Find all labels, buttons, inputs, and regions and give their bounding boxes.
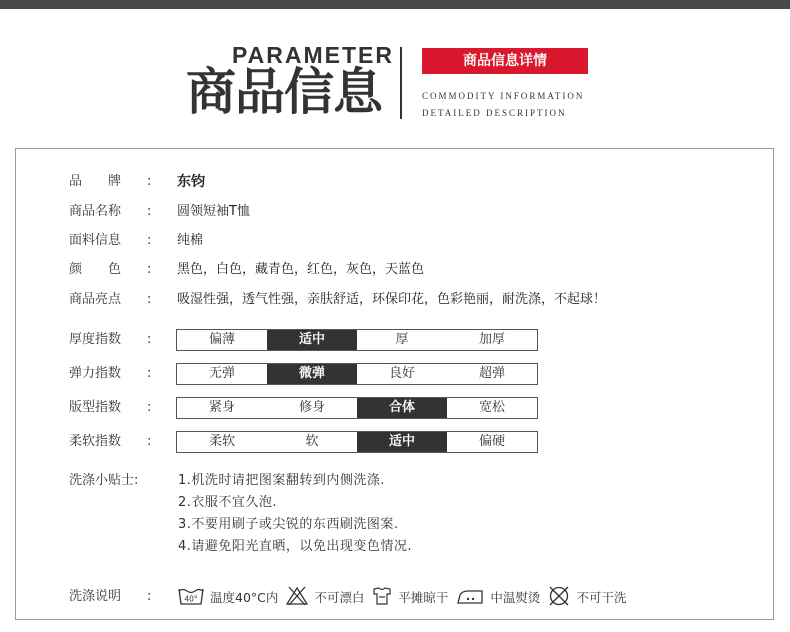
info-label: 面料信息: [69, 233, 122, 248]
wash-tips-list: [178, 470, 412, 558]
top-bar: [0, 0, 790, 9]
care-icons: [178, 586, 634, 608]
care-text: 平摊晾干: [398, 590, 449, 605]
info-label: 商品名称: [69, 204, 122, 219]
colon: :: [147, 174, 152, 189]
info-label: 商品亮点: [69, 292, 122, 307]
scale-option: 软: [305, 434, 319, 449]
header-divider: [400, 47, 402, 119]
wash-tip: 3.不要用刷子或尖锐的东西刷洗图案.: [178, 517, 399, 532]
scale-label: 版型指数: [69, 400, 122, 415]
colon: :: [147, 233, 152, 248]
scale-option: 偏硬: [478, 434, 505, 449]
care-label: 洗涤说明: [69, 589, 122, 604]
colon: :: [147, 366, 152, 381]
scale-label: 弹力指数: [69, 366, 122, 381]
header-title-en: PARAMETER: [232, 42, 394, 68]
scale-elasticity: [176, 363, 538, 385]
scale-option-selected: 微弹: [267, 364, 357, 384]
scale-label: 柔软指数: [69, 434, 122, 449]
wash-temp-text: 40°: [184, 594, 198, 603]
scale-option: 修身: [298, 400, 325, 415]
info-value: 圆领短袖T恤: [177, 204, 250, 219]
wash-tip: 4.请避免阳光直晒，以免出现变色情况.: [178, 539, 413, 554]
info-value: 黑色，白色，藏青色，红色，灰色，天蓝色: [177, 262, 425, 277]
scale-thickness: [176, 329, 538, 351]
flat-dry-icon: [372, 586, 392, 609]
wash-tip: 2.衣服不宜久泡.: [178, 495, 278, 510]
scale-option: 厚: [395, 332, 409, 347]
wash-40-icon: [178, 586, 204, 609]
colon: :: [147, 400, 152, 415]
header-subtitle-2: DETAILED DESCRIPTION: [422, 108, 567, 118]
care-text: 不可漂白: [314, 590, 365, 605]
scale-option: 紧身: [208, 400, 235, 415]
care-text: 不可干洗: [576, 590, 627, 605]
info-value: 吸湿性强，透气性强，亲肤舒适，环保印花，色彩艳丽，耐洗涤，不起球！: [177, 292, 607, 307]
iron-medium-icon: [456, 586, 484, 609]
header-subtitle-1: COMMODITY INFORMATION: [422, 91, 585, 101]
scale-fit: [176, 397, 538, 419]
scale-option: 宽松: [478, 400, 505, 415]
scale-option: 超弹: [478, 366, 505, 381]
colon: :: [147, 589, 152, 604]
colon: :: [147, 292, 152, 307]
scale-option: 良好: [388, 366, 415, 381]
colon: :: [147, 332, 152, 347]
no-dryclean-icon: [548, 585, 570, 610]
colon: :: [147, 262, 152, 277]
no-bleach-icon: [286, 586, 308, 609]
header-title-cn: 商品信息: [186, 63, 382, 121]
info-value: 纯棉: [177, 233, 204, 248]
wash-tips-label: 洗涤小贴士:: [69, 473, 139, 488]
scale-option: 加厚: [478, 332, 505, 347]
wash-tip: 1.机洗时请把图案翻转到内侧洗涤.: [178, 473, 386, 488]
scale-option: 无弹: [208, 366, 235, 381]
info-label: 颜 色: [69, 262, 122, 277]
scale-option: 柔软: [208, 434, 235, 449]
care-text: 中温熨烫: [490, 590, 541, 605]
header-tag: 商品信息详情: [422, 48, 588, 74]
scale-option-selected: 适中: [267, 330, 357, 350]
scale-option: 偏薄: [208, 332, 235, 347]
info-value: 东钧: [177, 174, 205, 190]
scale-option-selected: 合体: [357, 398, 447, 418]
scale-option-selected: 适中: [357, 432, 447, 452]
scale-softness: [176, 431, 538, 453]
care-text: 温度40°C内: [210, 590, 279, 605]
colon: :: [147, 434, 152, 449]
scale-label: 厚度指数: [69, 332, 122, 347]
info-label: 品 牌: [69, 174, 122, 189]
colon: :: [147, 204, 152, 219]
